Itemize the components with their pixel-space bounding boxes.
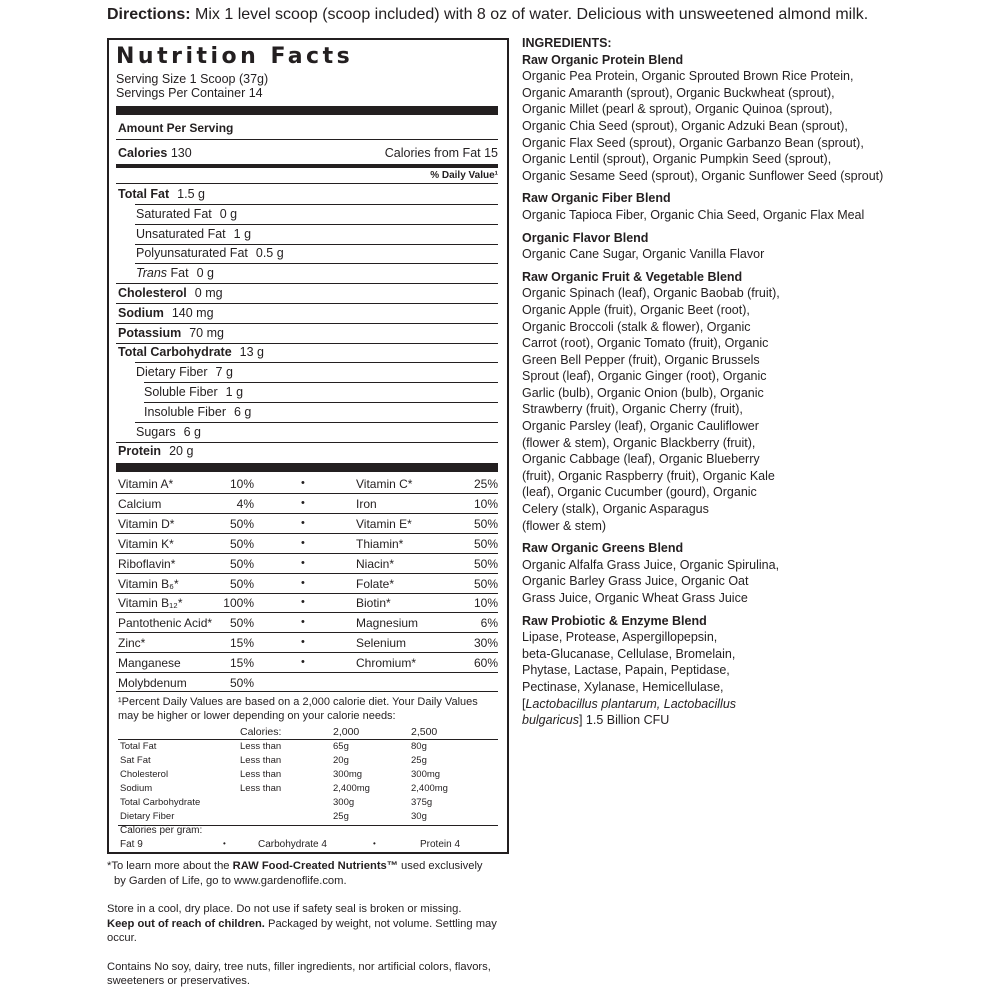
learn-post: used exclusively [397,860,483,872]
nutrient-name: Total Fat [118,187,170,201]
nutrient-name: Saturated Fat [136,206,212,221]
vitamin-row [118,577,498,597]
ingredient-block [522,613,992,729]
vitamin-percent: 50% [473,556,498,571]
nutrient-row [118,444,498,458]
nutrient-amount: 0 g [196,266,214,281]
ingredient-line: Organic Tapioca Fiber, Organic Chia Seed, Organic Flax Meal [522,207,865,222]
thick-bar [116,106,498,115]
vitamin-name: Molybdenum [118,676,187,690]
nutrient-row [136,425,498,439]
vitamin-percent: 50% [229,516,254,531]
divider [144,382,498,383]
divider [116,323,498,324]
dv-cell: 2,400mg [333,783,370,794]
thick-bar [116,463,498,472]
ingredient-line: (fruit), Organic Raspberry (fruit), Organic Kale [522,468,775,483]
vitamin-percent: 6% [480,616,498,631]
ingredient-line: Organic Sesame Seed (sprout), Organic Sunflower Seed (sprout) [522,168,884,183]
divider [116,553,498,554]
dv-cell: 300mg [333,769,363,780]
calories-per-gram-item: Fat 9 [120,839,143,850]
bullet-icon: • [301,556,305,569]
ingredient-line: Organic Millet (pearl & sprout), Organic Quinoa (sprout), [522,102,833,117]
ingredient-italic: bulgaricus [522,713,579,728]
vitamin-name: Riboflavin* [118,556,176,571]
divider [116,493,498,494]
ingredient-line: Organic Cane Sugar, Organic Vanilla Flavor [522,247,765,262]
nutrient-row [118,306,498,320]
divider [116,593,498,594]
nutrient-row [136,365,498,379]
dv-cell: Dietary Fiber [120,811,175,822]
divider [116,632,498,633]
calories-per-gram [118,825,498,851]
nutrient-row [136,266,498,280]
ingredient-block [522,540,992,606]
amount-per-serving-label: Amount Per Serving [118,121,234,135]
vitamin-name: Selenium [356,636,407,651]
vitamin-name: Folate* [356,576,395,591]
ingredient-block [522,230,992,263]
keep-post: Packaged by weight, not volume. Settling may occur. [107,917,497,944]
ingredient-line: Organic Broccoli (stalk & flower), Organic [522,319,751,334]
dv-cell: 25g [411,755,427,766]
nutrient-amount: 1 g [233,226,252,241]
vitamin-percent: 60% [473,656,498,671]
ingredient-line: Garlic (bulb), Organic Onion (bulb), Organic [522,385,764,400]
dv-cell: Less than [240,769,282,780]
nutrient-name-suffix: Fat [167,266,189,281]
nutrient-amount: 20 g [169,444,194,459]
ingredient-block [522,269,992,535]
dv-header-cell: 2,000 [333,726,360,738]
vitamin-percent: 15% [229,636,254,651]
bullet-icon: • [301,596,305,609]
ingredient-line: Organic Cabbage (leaf), Organic Blueberry [522,452,760,467]
vitamin-name: Vitamin E* [356,516,412,531]
nutrient-name: Unsaturated Fat [136,226,226,241]
divider [135,224,498,225]
vitamin-row [118,676,498,696]
amount-per-serving [118,121,498,135]
vitamin-name: Iron [356,496,377,511]
ingredient-line: Organic Parsley (leaf), Organic Cauliflower [522,419,759,434]
divider [135,263,498,264]
vitamin-name: Chromium* [356,656,417,671]
nutrient-row [118,286,498,300]
dv-cell: 80g [411,741,427,752]
vitamin-percent: 50% [229,536,254,551]
nutrient-name: Total Carbohydrate [118,345,232,360]
vitamin-percent: 10% [473,496,498,511]
nutrient-name: Polyunsaturated Fat [136,246,248,261]
divider [116,343,498,344]
ingredient-block [522,52,992,185]
store-text: Store in a cool, dry place. Do not use if safety seal is broken or missing. [107,903,462,915]
nutrient-row [118,326,498,340]
vitamin-percent: 50% [229,676,254,690]
divider [135,204,498,205]
divider [116,283,498,284]
vitamin-percent: 50% [473,576,498,591]
nutrient-row [144,405,498,419]
nutrient-amount: 140 mg [171,305,214,320]
vitamin-name: Vitamin A* [118,477,174,491]
calories-from-fat: Calories from Fat 15 [384,146,498,160]
dv-header-cell: 2,500 [411,726,438,738]
bullet-icon: • [301,536,305,549]
vitamin-percent: 30% [473,636,498,651]
ingredient-line: Lipase, Protease, Aspergillopepsin, [522,630,718,645]
vitamin-row [118,517,498,537]
nutrient-name: Trans [136,266,168,281]
ingredient-line: Strawberry (fruit), Organic Cherry (fruit), [522,402,743,417]
divider [116,691,498,692]
ingredient-line: [Lactobacillus plantarum, Lactobacillus [522,696,737,711]
dv-cell: Less than [240,741,282,752]
dv-cell: Sat Fat [120,755,151,766]
ingredient-line: Phytase, Lactase, Papain, Peptidase, [522,663,730,678]
nutrient-row [136,227,498,241]
vitamin-percent: 50% [229,616,254,631]
divider [144,402,498,403]
dv-table [118,726,498,826]
ingredient-blocks [522,52,992,729]
bullet-icon: • [301,656,305,669]
learn-pre: *To learn more about the [107,860,233,872]
dv-cell: Less than [240,783,282,794]
ingredient-line: (flower & stem), Organic Blackberry (fruit), [522,435,756,450]
nutrient-amount: 0.5 g [255,246,284,261]
dv-footnote: ¹Percent Daily Values are based on a 2,000 calorie diet. Your Daily Values may be higher or lower depending on your calorie needs: [118,696,478,722]
dv-cell: Total Fat [120,741,157,752]
vitamin-row [118,636,498,656]
dv-cell: 300mg [411,769,441,780]
dv-cell: 300g [333,797,355,808]
vitamin-name: Thiamin* [356,536,404,551]
storage-note [107,902,527,946]
divider [116,513,498,514]
vitamin-percent: 4% [236,496,254,511]
ingredient-block-head: Raw Organic Greens Blend [522,541,684,556]
dv-cell: 65g [333,741,349,752]
ingredient-italic: Lactobacillus plantarum, Lactobacillus [525,696,737,711]
nutrient-name: Protein [118,444,162,459]
vitamin-percent: 10% [473,596,498,611]
divider [116,183,498,184]
ingredient-line: Organic Pea Protein, Organic Sprouted Brown Rice Protein, [522,69,854,84]
ingredient-line: Sprout (leaf), Organic Ginger (root), Organic [522,369,767,384]
nutrient-amount: 0 mg [194,286,223,300]
ingredient-line: (leaf), Organic Cucumber (gourd), Organic [522,485,757,500]
vitamin-name: Manganese [118,656,181,671]
vitamin-name: Biotin* [356,596,391,611]
bullet-icon: • [301,496,305,509]
divider [116,573,498,574]
divider [116,303,498,304]
dv-cell: Cholesterol [120,769,169,780]
vitamin-name: Magnesium [356,616,419,631]
directions-text: Mix 1 level scoop (scoop included) with 8 oz of water. Delicious with unsweetened almond milk. [190,6,869,23]
vitamin-name: Vitamin B₆* [118,576,179,591]
bullet-icon: • [301,516,305,529]
vitamin-percent: 25% [473,477,498,491]
calories-per-gram-item: Protein 4 [420,839,461,850]
learn-more-note [107,859,527,888]
nutrient-amount: 1.5 g [177,187,205,201]
dv-cell: 30g [411,811,427,822]
vitamin-name: Vitamin C* [356,477,413,491]
vitamin-row [118,537,498,557]
nutrient-amount: 13 g [239,345,265,360]
ingredient-line: Organic Lentil (sprout), Organic Pumpkin Seed (sprout), [522,152,832,167]
nutrient-name: Dietary Fiber [136,365,208,380]
ingredient-line: Grass Juice, Organic Wheat Grass Juice [522,591,748,605]
nutrient-amount: 70 mg [189,325,224,340]
nutrient-name: Sodium [118,305,164,320]
dv-cell: 25g [333,811,349,822]
nutrient-row [144,385,498,399]
dv-cell: 20g [333,755,349,766]
dv-cell: Less than [240,755,282,766]
vitamin-percent: 50% [229,576,254,591]
ingredient-line: Organic Amaranth (sprout), Organic Buckwheat (sprout), [522,85,835,100]
directions-label: Directions: [107,6,191,23]
serving-size: Serving Size 1 Scoop (37g) [116,72,269,86]
calories-per-gram-item: Carbohydrate 4 [258,839,327,850]
vitamin-name: Zinc* [118,636,146,651]
ingredient-line: Organic Apple (fruit), Organic Beet (root), [522,302,750,317]
vitamin-percent: 50% [473,516,498,531]
nutrition-title: Nutrition Facts [116,44,354,69]
bullet-icon: • [301,616,305,629]
divider [118,739,498,740]
dv-cell: Sodium [120,783,153,794]
nutrient-row [118,345,498,359]
vitamin-percent: 15% [229,656,254,671]
learn-line2: by Garden of Life, go to www.gardenoflife.com. [114,874,347,887]
vitamin-row [118,557,498,577]
bullet-icon: • [301,636,305,649]
bullet-icon: • [373,839,376,848]
nutrition-facts-panel [107,38,509,854]
nutrient-row [136,246,498,260]
divider [116,612,498,613]
ingredients [522,35,992,735]
ingredient-line: Pectinase, Xylanase, Hemicellulase, [522,679,724,694]
bullet-icon: • [223,839,226,848]
nutrient-row [136,207,498,221]
ingredient-line: Organic Alfalfa Grass Juice, Organic Spirulina, [522,557,780,572]
ingredient-line: Organic Chia Seed (sprout), Organic Adzuki Bean (sprout), [522,118,848,133]
calories-row [118,146,498,160]
ingredient-block-head: Raw Organic Protein Blend [522,52,684,67]
servings-per-container: Servings Per Container 14 [116,86,263,100]
ingredient-line: (flower & stem) [522,518,607,533]
vitamin-percent: 50% [473,536,498,551]
vitamin-percent: 100% [223,596,254,611]
nutrient-name: Soluble Fiber [144,385,218,399]
ingredient-line: Carrot (root), Organic Tomato (fruit), Organic [522,336,769,351]
bullet-icon: • [301,576,305,589]
nutrient-amount: 6 g [183,424,201,439]
nutrient-name: Sugars [136,424,176,439]
ingredient-line: bulgaricus] 1.5 Billion CFU [522,713,670,728]
directions [107,6,868,24]
ingredient-line: Green Bell Pepper (fruit), Organic Brussels [522,352,760,367]
dv-cell: 375g [411,797,433,808]
notes [107,859,527,1003]
vitamin-name: Pantothenic Acid* [118,616,213,631]
ingredient-block [522,190,992,223]
nutrient-amount: 0 g [219,206,238,221]
ingredient-block-head: Raw Organic Fiber Blend [522,191,671,206]
divider [116,672,498,673]
vitamin-name: Vitamin D* [118,516,175,531]
calories-value: 130 [170,146,192,160]
vitamin-percent: 10% [229,477,254,491]
learn-bold: RAW Food-Created Nutrients™ [232,860,398,872]
ingredient-block-head: Raw Organic Fruit & Vegetable Blend [522,269,743,284]
ingredient-line: Organic Barley Grass Juice, Organic Oat [522,574,749,589]
ingredient-line: beta-Glucanase, Cellulase, Bromelain, [522,646,736,661]
bullet-icon: • [301,477,305,489]
divider [116,533,498,534]
divider [135,422,498,423]
daily-value-header: % Daily Value¹ [430,170,498,181]
vitamin-row [118,497,498,517]
nutrient-name: Cholesterol [118,286,187,300]
divider [135,244,498,245]
calories-per-gram-label: Calories per gram: [120,825,203,836]
dv-cell: 2,400mg [411,783,448,794]
vitamin-name: Vitamin K* [118,536,174,551]
calories-label: Calories [118,146,168,160]
dv-cell: Total Carbohydrate [120,797,201,808]
nutrient-name: Potassium [118,325,182,340]
vitamin-row [118,616,498,636]
contains-note: Contains No soy, dairy, tree nuts, filler ingredients, nor artificial colors, flavors, sweeteners or preservatives. [107,960,491,987]
dv-header-cell: Calories: [240,726,282,738]
vitamin-row [118,477,498,497]
keep-bold: Keep out of reach of children. [107,917,265,930]
divider [135,362,498,363]
ingredient-line: Organic Flax Seed (sprout), Organic Garbanzo Bean (sprout), [522,135,864,150]
divider [116,652,498,653]
nutrient-row [118,187,498,201]
nutrient-amount: 7 g [215,365,233,380]
vitamin-row [118,596,498,616]
nutrient-amount: 6 g [234,404,252,419]
vitamin-name: Calcium [118,496,162,511]
ingredient-block-head: Organic Flavor Blend [522,230,649,245]
nutrient-amount: 1 g [225,385,244,399]
nutrient-name: Insoluble Fiber [144,404,226,419]
medium-bar [116,164,498,168]
vitamin-name: Niacin* [356,556,395,571]
ingredient-line: Celery (stalk), Organic Asparagus [522,502,709,517]
ingredients-title: INGREDIENTS: [522,36,612,50]
divider [116,139,498,140]
ingredient-line: Organic Spinach (leaf), Organic Baobab (fruit), [522,286,780,301]
divider [116,442,498,443]
vitamin-name: Vitamin B₁₂* [118,596,183,611]
ingredient-block-head: Raw Probiotic & Enzyme Blend [522,613,707,628]
vitamin-percent: 50% [229,556,254,571]
vitamin-row [118,656,498,676]
